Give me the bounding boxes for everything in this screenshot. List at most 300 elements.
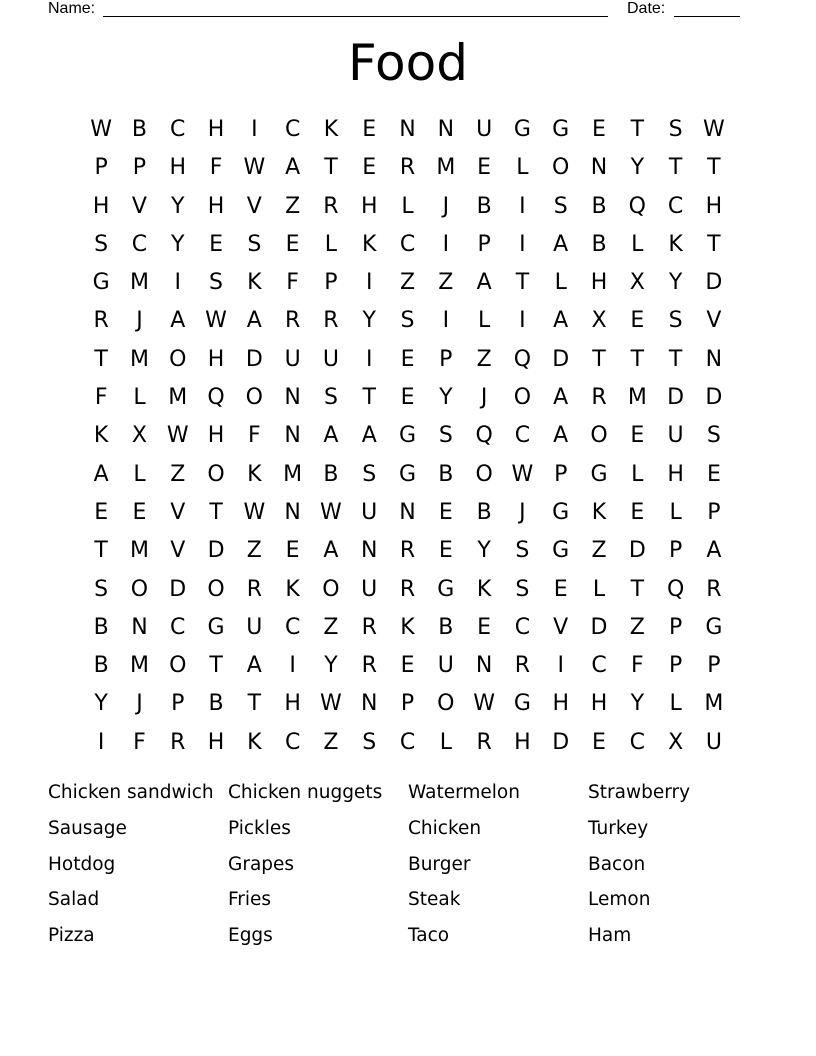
grid-letter: S (94, 576, 109, 602)
grid-letter: S (209, 270, 224, 296)
grid-letter: N (284, 385, 301, 411)
grid-letter: C (170, 117, 186, 142)
grid-letter: T (668, 346, 683, 372)
grid-letter: A (361, 423, 377, 449)
grid-letter: P (668, 538, 683, 564)
grid-letter: T (247, 691, 262, 717)
grid-letter: J (442, 193, 450, 219)
grid-letter: P (554, 461, 568, 487)
grid-letter: B (476, 499, 492, 525)
grid-letter: N (705, 346, 723, 372)
grid-letter: H (207, 729, 225, 755)
grid-letter: B (323, 461, 339, 487)
grid-letter: C (514, 423, 531, 449)
grid-letter: R (361, 614, 377, 640)
word-list-item: Pickles (228, 817, 291, 839)
grid-letter: K (476, 576, 492, 602)
grid-letter: R (476, 729, 492, 755)
grid-letter: V (706, 308, 722, 334)
header-line (48, 0, 748, 20)
grid-letter: J (519, 499, 526, 525)
grid-letter: T (94, 346, 108, 372)
grid-letter: A (553, 385, 569, 411)
grid-letter: S (515, 576, 530, 602)
grid-letter: E (285, 231, 300, 257)
grid-letter: P (668, 653, 683, 679)
grid-letter: R (361, 653, 377, 679)
grid-letter: U (705, 729, 722, 755)
word-list-item: Hotdog (48, 853, 116, 875)
grid-letter: Y (439, 385, 453, 411)
grid-letter: Z (399, 270, 416, 296)
grid-letter: P (668, 614, 683, 640)
grid-letter: R (706, 576, 722, 602)
grid-letter: I (519, 193, 526, 219)
grid-letter: L (516, 155, 529, 181)
grid-letter: H (207, 346, 225, 372)
grid-letter: O (552, 155, 570, 181)
grid-letter: H (207, 117, 225, 142)
grid-letter: A (323, 538, 339, 564)
grid-letter: F (133, 729, 146, 755)
grid-letter: G (398, 423, 417, 449)
grid-letter: V (246, 193, 262, 219)
grid-letter: O (207, 576, 225, 602)
grid-letter: Q (207, 385, 225, 411)
grid-letter: T (707, 155, 721, 181)
grid-letter: Z (323, 729, 339, 755)
letter-grid (82, 111, 733, 762)
grid-letter: T (324, 155, 338, 181)
grid-letter: H (514, 729, 531, 755)
grid-letter: G (92, 270, 110, 296)
word-list-item: Ham (588, 925, 632, 947)
grid-letter: I (174, 270, 181, 296)
grid-letter: S (362, 461, 377, 487)
grid-letter: J (136, 308, 143, 334)
word-list-item: Chicken sandwich (48, 782, 214, 803)
grid-letter: O (130, 576, 149, 602)
grid-letter: D (705, 385, 723, 411)
grid-letter: D (667, 385, 685, 411)
grid-letter: E (477, 155, 492, 181)
grid-letter: U (361, 576, 378, 602)
word-list-item: Taco (408, 925, 450, 947)
grid-letter: V (170, 499, 186, 525)
grid-letter: N (284, 423, 301, 449)
grid-letter: U (667, 423, 684, 449)
grid-letter: U (284, 346, 301, 372)
grid-letter: I (365, 270, 373, 296)
grid-letter: T (362, 385, 376, 411)
grid-letter: X (668, 729, 684, 755)
grid-letter: K (323, 117, 339, 142)
grid-letter: C (591, 653, 607, 679)
page-title: Food (348, 34, 468, 92)
date-field-line[interactable] (674, 0, 740, 17)
grid-letter: E (400, 385, 415, 411)
word-list-item: Salad (48, 889, 100, 911)
grid-letter: D (169, 576, 187, 602)
grid-letter: S (553, 193, 568, 219)
grid-letter: Y (668, 270, 683, 296)
word-list-item: Bacon (588, 853, 646, 875)
grid-letter: N (131, 614, 148, 640)
grid-letter: E (400, 346, 415, 372)
grid-letter: L (669, 691, 682, 717)
grid-letter: O (207, 461, 225, 487)
grid-letter: X (629, 270, 645, 296)
grid-letter: Z (591, 538, 607, 564)
grid-letter: C (514, 614, 531, 640)
grid-letter: D (628, 538, 646, 564)
grid-letter: V (131, 193, 147, 219)
grid-letter: R (399, 538, 416, 564)
grid-letter: P (132, 155, 147, 181)
grid-letter: W (243, 499, 266, 525)
grid-letter: L (631, 231, 644, 257)
grid-letter: F (248, 423, 261, 449)
grid-letter: I (519, 308, 526, 334)
grid-letter: W (511, 461, 534, 487)
grid-letter: M (129, 538, 149, 564)
grid-letter: L (554, 270, 567, 296)
grid-letter: I (97, 729, 105, 755)
grid-letter: G (398, 461, 417, 487)
word-list-item: Burger (408, 853, 471, 875)
grid-letter: S (247, 231, 262, 257)
grid-letter: Q (475, 423, 493, 449)
grid-letter: A (476, 270, 492, 296)
grid-letter: L (133, 385, 146, 411)
grid-letter: L (592, 576, 606, 602)
word-list-item: Sausage (48, 817, 127, 839)
grid-letter: E (400, 653, 415, 679)
grid-letter: A (285, 155, 301, 181)
grid-letter: S (94, 231, 109, 257)
grid-letter: L (477, 308, 491, 334)
name-field-line[interactable] (103, 0, 608, 17)
grid-letter: P (439, 346, 453, 372)
word-list-item: Turkey (588, 817, 649, 839)
grid-letter: R (246, 576, 262, 602)
grid-letter: B (438, 461, 454, 487)
grid-letter: L (631, 461, 644, 487)
grid-letter: A (553, 308, 569, 334)
grid-letter: C (667, 193, 684, 219)
grid-letter: T (630, 576, 645, 602)
grid-letter: I (519, 231, 526, 257)
grid-letter: B (476, 193, 492, 219)
grid-letter: O (245, 385, 263, 411)
grid-letter: Y (477, 538, 491, 564)
grid-letter: D (207, 538, 225, 564)
grid-letter: T (94, 538, 108, 564)
grid-letter: D (590, 614, 608, 640)
date-label: Date: (627, 0, 666, 17)
grid-letter: T (515, 270, 530, 296)
grid-letter: I (251, 117, 258, 142)
grid-letter: W (243, 155, 266, 181)
grid-letter: K (362, 231, 377, 257)
grid-letter: G (552, 538, 570, 564)
grid-letter: E (706, 461, 721, 487)
grid-letter: E (438, 499, 453, 525)
grid-letter: M (129, 270, 149, 296)
grid-letter: U (437, 653, 454, 679)
grid-letter: B (208, 691, 224, 717)
grid-letter: C (284, 729, 301, 755)
grid-letter: H (92, 193, 110, 219)
grid-letter: G (552, 117, 570, 142)
grid-letter: E (362, 117, 377, 142)
grid-letter: F (94, 385, 108, 411)
grid-letter: D (552, 346, 570, 372)
grid-letter: R (323, 308, 339, 334)
grid-letter: M (129, 346, 149, 372)
grid-letter: P (94, 155, 108, 181)
grid-letter: G (437, 576, 455, 602)
grid-letter: C (284, 117, 301, 142)
grid-letter: T (668, 155, 683, 181)
grid-letter: Z (323, 614, 339, 640)
grid-letter: S (668, 308, 683, 334)
grid-letter: U (476, 117, 493, 142)
grid-letter: Y (94, 691, 108, 717)
grid-letter: Q (513, 346, 532, 372)
grid-letter: A (553, 231, 569, 257)
grid-letter: L (401, 193, 414, 219)
grid-letter: V (553, 614, 569, 640)
grid-letter: R (323, 193, 339, 219)
word-list-item: Grapes (228, 853, 295, 875)
grid-letter: X (591, 308, 607, 334)
grid-letter: Z (285, 193, 301, 219)
word-list-item: Chicken (408, 817, 482, 839)
grid-letter: K (591, 499, 607, 525)
grid-letter: R (399, 576, 416, 602)
grid-letter: E (592, 729, 606, 755)
grid-letter: N (399, 117, 416, 142)
grid-letter: R (93, 308, 109, 334)
grid-letter: Z (170, 461, 186, 487)
grid-letter: T (707, 231, 721, 257)
grid-letter: W (320, 499, 342, 525)
grid-letter: E (94, 499, 109, 525)
grid-letter: K (247, 270, 262, 296)
grid-letter: L (439, 729, 452, 755)
grid-letter: L (133, 461, 146, 487)
grid-letter: S (323, 385, 338, 411)
grid-letter: C (170, 614, 186, 640)
grid-letter: Z (629, 614, 645, 640)
grid-letter: C (629, 729, 645, 755)
grid-letter: I (557, 653, 564, 679)
grid-letter: L (669, 499, 682, 525)
grid-letter: E (132, 499, 147, 525)
grid-letter: K (285, 576, 300, 602)
grid-letter: R (399, 155, 416, 181)
grid-letter: Z (438, 270, 454, 296)
grid-letter: B (591, 231, 607, 257)
grid-letter: M (283, 461, 303, 487)
grid-letter: X (131, 423, 147, 449)
grid-letter: O (169, 653, 187, 679)
grid-letter: A (246, 653, 262, 679)
grid-letter: M (704, 691, 724, 717)
grid-letter: S (515, 538, 530, 564)
grid-letter: G (207, 614, 225, 640)
grid-letter: S (400, 308, 415, 334)
grid-letter: C (399, 729, 416, 755)
grid-letter: L (324, 231, 338, 257)
grid-letter: S (438, 423, 453, 449)
grid-letter: B (93, 614, 109, 640)
grid-letter: T (630, 117, 645, 142)
grid-letter: P (477, 231, 491, 257)
grid-letter: P (171, 691, 185, 717)
grid-letter: H (284, 691, 301, 717)
grid-letter: J (480, 385, 488, 411)
word-list-item: Chicken nuggets (228, 782, 383, 803)
grid-letter: H (590, 691, 608, 717)
grid-letter: C (131, 231, 148, 257)
grid-letter: K (247, 729, 262, 755)
grid-letter: W (473, 691, 495, 717)
grid-letter: W (90, 117, 113, 142)
grid-letter: F (286, 270, 299, 296)
grid-letter: K (93, 423, 109, 449)
grid-letter: D (245, 346, 263, 372)
grid-letter: U (322, 346, 339, 372)
grid-letter: T (630, 346, 645, 372)
grid-letter: E (209, 231, 223, 257)
grid-letter: V (170, 538, 186, 564)
grid-letter: O (475, 461, 493, 487)
grid-letter: E (285, 538, 300, 564)
grid-letter: W (205, 308, 227, 334)
grid-letter: M (129, 653, 149, 679)
grid-letter: F (630, 653, 644, 679)
grid-letter: T (209, 653, 223, 679)
grid-letter: U (361, 499, 378, 525)
grid-letter: E (630, 423, 645, 449)
word-list-item: Steak (408, 889, 461, 911)
grid-letter: I (289, 653, 296, 679)
grid-letter: N (399, 499, 416, 525)
grid-letter: A (706, 538, 722, 564)
grid-letter: E (362, 155, 377, 181)
grid-letter: H (552, 691, 569, 717)
grid-letter: S (668, 117, 683, 142)
grid-letter: G (705, 614, 723, 640)
grid-letter: I (442, 308, 450, 334)
grid-letter: E (477, 614, 492, 640)
grid-letter: P (324, 270, 338, 296)
word-list-item: Lemon (588, 889, 651, 911)
grid-letter: N (590, 155, 608, 181)
grid-letter: B (591, 193, 607, 219)
grid-letter: R (591, 385, 607, 411)
grid-letter: R (170, 729, 186, 755)
grid-letter: F (209, 155, 223, 181)
grid-letter: N (475, 653, 493, 679)
grid-letter: T (209, 499, 223, 525)
grid-letter: G (513, 117, 531, 142)
grid-letter: H (667, 461, 684, 487)
grid-letter: R (284, 308, 301, 334)
grid-letter: K (400, 614, 415, 640)
grid-letter: Y (171, 193, 185, 219)
grid-letter: E (438, 538, 453, 564)
grid-letter: Y (171, 231, 185, 257)
grid-letter: E (553, 576, 568, 602)
grid-letter: W (703, 117, 725, 142)
grid-letter: H (705, 193, 723, 219)
grid-letter: C (399, 231, 416, 257)
grid-letter: G (552, 499, 570, 525)
word-list-item: Watermelon (408, 782, 520, 803)
grid-letter: Y (630, 691, 645, 717)
grid-letter: A (170, 308, 186, 334)
grid-letter: J (136, 691, 143, 717)
grid-letter: B (93, 653, 109, 679)
grid-letter: K (668, 231, 683, 257)
grid-letter: D (552, 729, 570, 755)
grid-letter: Z (246, 538, 262, 564)
grid-letter: E (592, 117, 606, 142)
grid-letter: S (706, 423, 721, 449)
grid-letter: Q (628, 193, 646, 219)
grid-letter: H (590, 270, 608, 296)
grid-letter: A (323, 423, 339, 449)
grid-letter: N (437, 117, 455, 142)
name-label: Name: (48, 0, 96, 17)
grid-letter: H (207, 193, 225, 219)
grid-letter: M (627, 385, 647, 411)
grid-letter: T (592, 346, 606, 372)
grid-letter: H (207, 423, 225, 449)
grid-letter: Y (324, 653, 338, 679)
grid-letter: E (630, 499, 645, 525)
grid-letter: H (360, 193, 378, 219)
grid-letter: G (590, 461, 608, 487)
grid-letter: R (514, 653, 531, 679)
grid-letter: O (169, 346, 187, 372)
grid-letter: P (707, 653, 721, 679)
grid-letter: Z (476, 346, 492, 372)
grid-letter: Q (666, 576, 685, 602)
grid-letter: I (442, 231, 450, 257)
grid-letter: E (630, 308, 645, 334)
grid-letter: H (169, 155, 187, 181)
grid-letter: N (284, 499, 301, 525)
word-list-item: Eggs (228, 925, 273, 947)
word-list-item: Fries (228, 889, 272, 911)
grid-letter: I (365, 346, 373, 372)
grid-letter: S (362, 729, 377, 755)
grid-letter: D (705, 270, 723, 296)
grid-letter: M (168, 385, 188, 411)
grid-letter: Y (362, 308, 376, 334)
grid-letter: W (320, 691, 342, 717)
grid-letter: P (400, 691, 415, 717)
grid-letter: Y (630, 155, 645, 181)
grid-letter: U (246, 614, 263, 640)
grid-letter: A (246, 308, 262, 334)
grid-letter: N (360, 691, 378, 717)
word-list-item: Strawberry (588, 782, 691, 803)
